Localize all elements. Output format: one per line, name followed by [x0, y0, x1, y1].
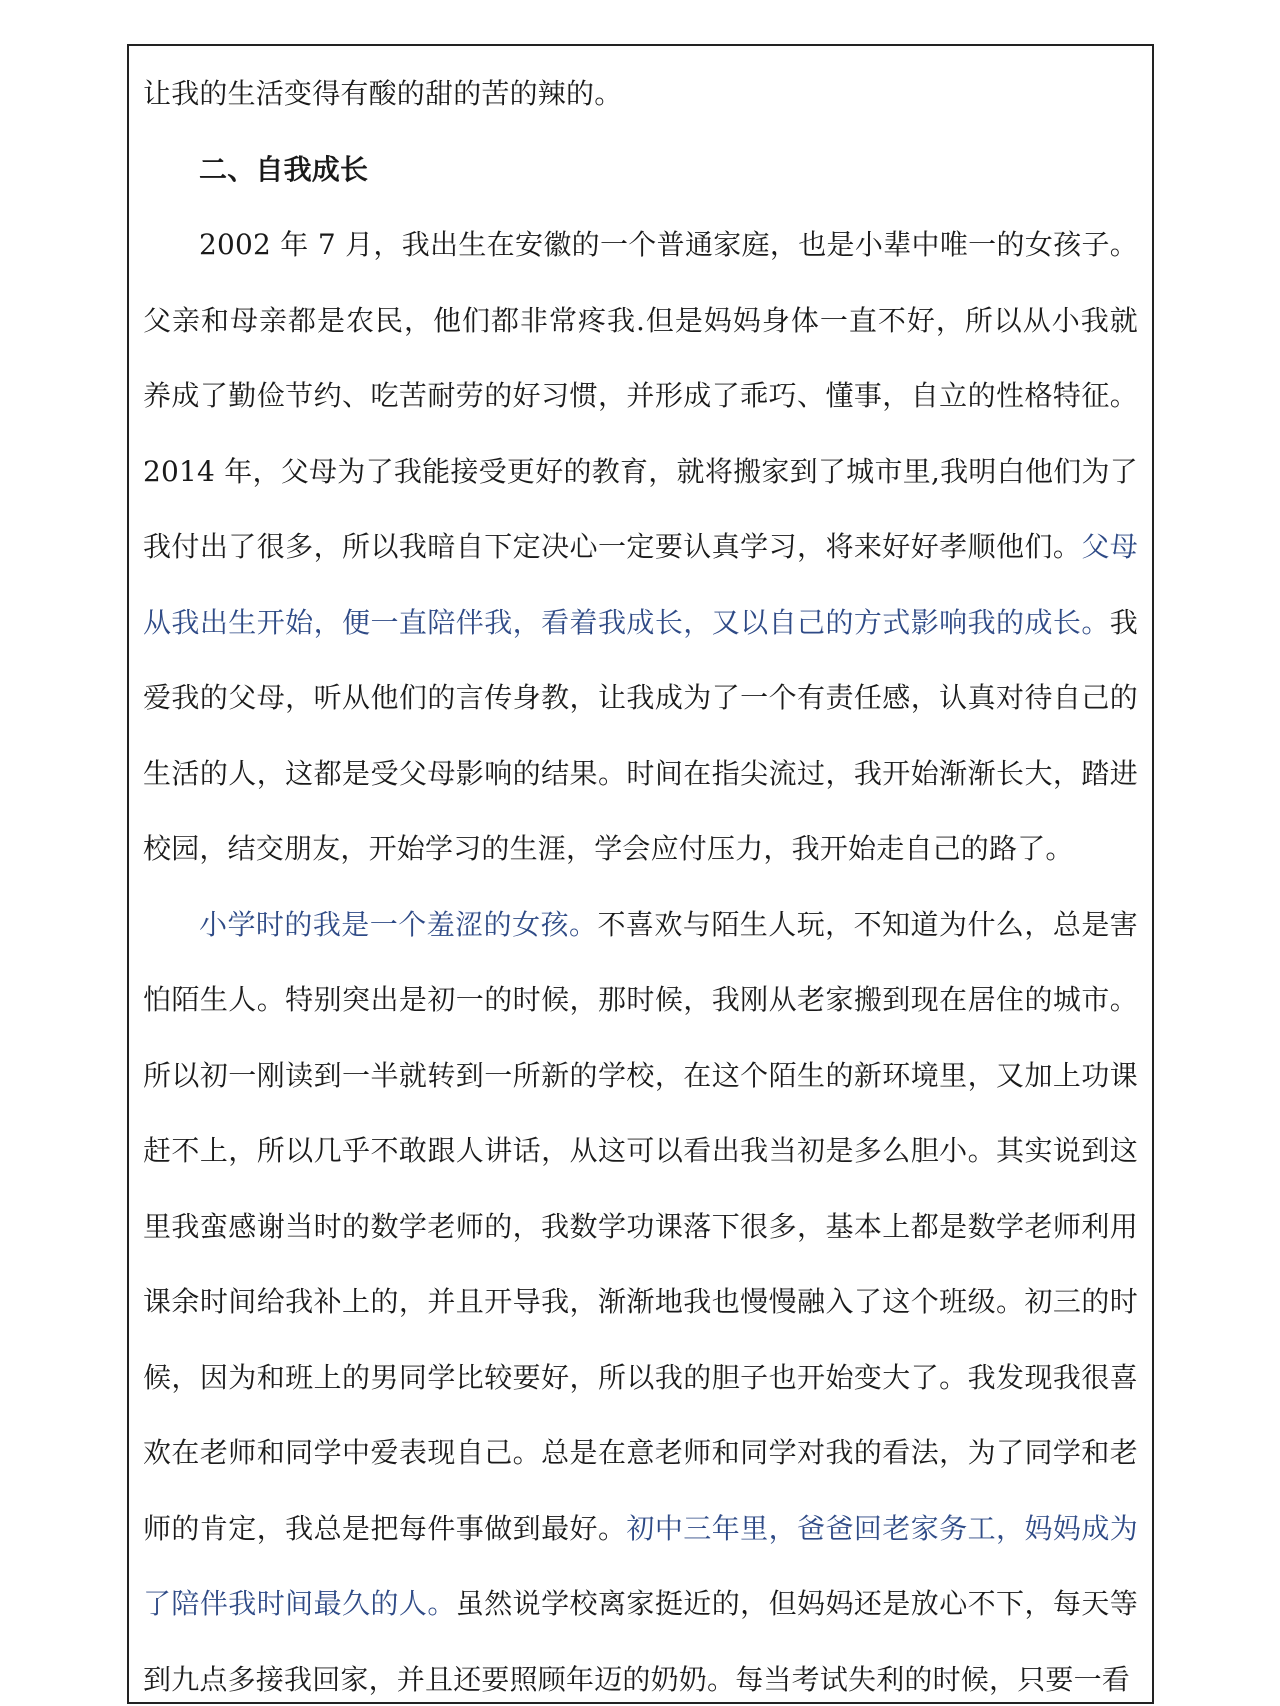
paragraph-school: [143, 887, 1138, 1703]
document-page: [127, 44, 1154, 1704]
paragraph-birth-text: 2002 年 7 月，我出生在安徽的一个普通家庭，也是小辈中唯一的女孩子。父亲和母亲都是农民，他们都非常疼我.但是妈妈身体一直不好，所以从小我就养成了勤俭节约、吃苦耐劳的好习惯，并形成了乖巧、懂事，自立的性格特征。2014 年，父母为了我能接受更好的教育，就将搬家到了城市里,我明白他们为了我付出了很多，所以我暗自下定决心一定要认真学习，将来好好孝顺他们。: [143, 228, 1138, 563]
paragraph-school-continuation: 虽然说学校离家挺近的，但妈妈还是放心不下，每天等到九点多接我回家，并且还要照顾年迈的奶奶。每当考试失利的时候，只要一看: [143, 1587, 1138, 1696]
paragraph-intro-tail: 让我的生活变得有酸的甜的苦的辣的。: [143, 77, 623, 110]
highlighted-sentence-parents: 父母从我出生开始，便一直陪伴我，看着我成长，又以自己的方式影响我的成长。: [143, 530, 1138, 639]
paragraph-school-text: 不喜欢与陌生人玩，不知道为什么，总是害怕陌生人。特别突出是初一的时候，那时候，我刚从老家搬到现在居住的城市。所以初一刚读到一半就转到一所新的学校，在这个陌生的新环境里，又加上功课赶不上，所以几乎不敢跟人讲话，从这可以看出我当初是多么胆小。其实说到这里我蛮感谢当时的数学老师的，我数学功课落下很多，基本上都是数学老师利用课余时间给我补上的，并且开导我，渐渐地我也慢慢融入了这个班级。初三的时候，因为和班上的男同学比较要好，所以我的胆子也开始变大了。我发现我很喜欢在老师和同学中爱表现自己。总是在意老师和同学对我的看法，为了同学和老师的肯定，我总是把每件事做到最好。: [143, 907, 1138, 1545]
highlighted-sentence-mother: 初中三年里，爸爸回老家务工，妈妈成为了陪伴我时间最久的人。: [143, 1511, 1138, 1620]
section-heading: 二、自我成长: [199, 152, 369, 186]
highlighted-sentence-shy-girl: 小学时的我是一个羞涩的女孩。: [199, 907, 598, 941]
paragraph-birth: [143, 207, 1138, 887]
paragraph-birth-continuation: 我爱我的父母，听从他们的言传身教，让我成为了一个有责任感，认真对待自己的生活的人，这都是受父母影响的结果。时间在指尖流过，我开始渐渐长大，踏进校园，结交朋友，开始学习的生涯，学会应付压力，我开始走自己的路了。: [143, 605, 1138, 865]
document-body: [143, 56, 1138, 1702]
